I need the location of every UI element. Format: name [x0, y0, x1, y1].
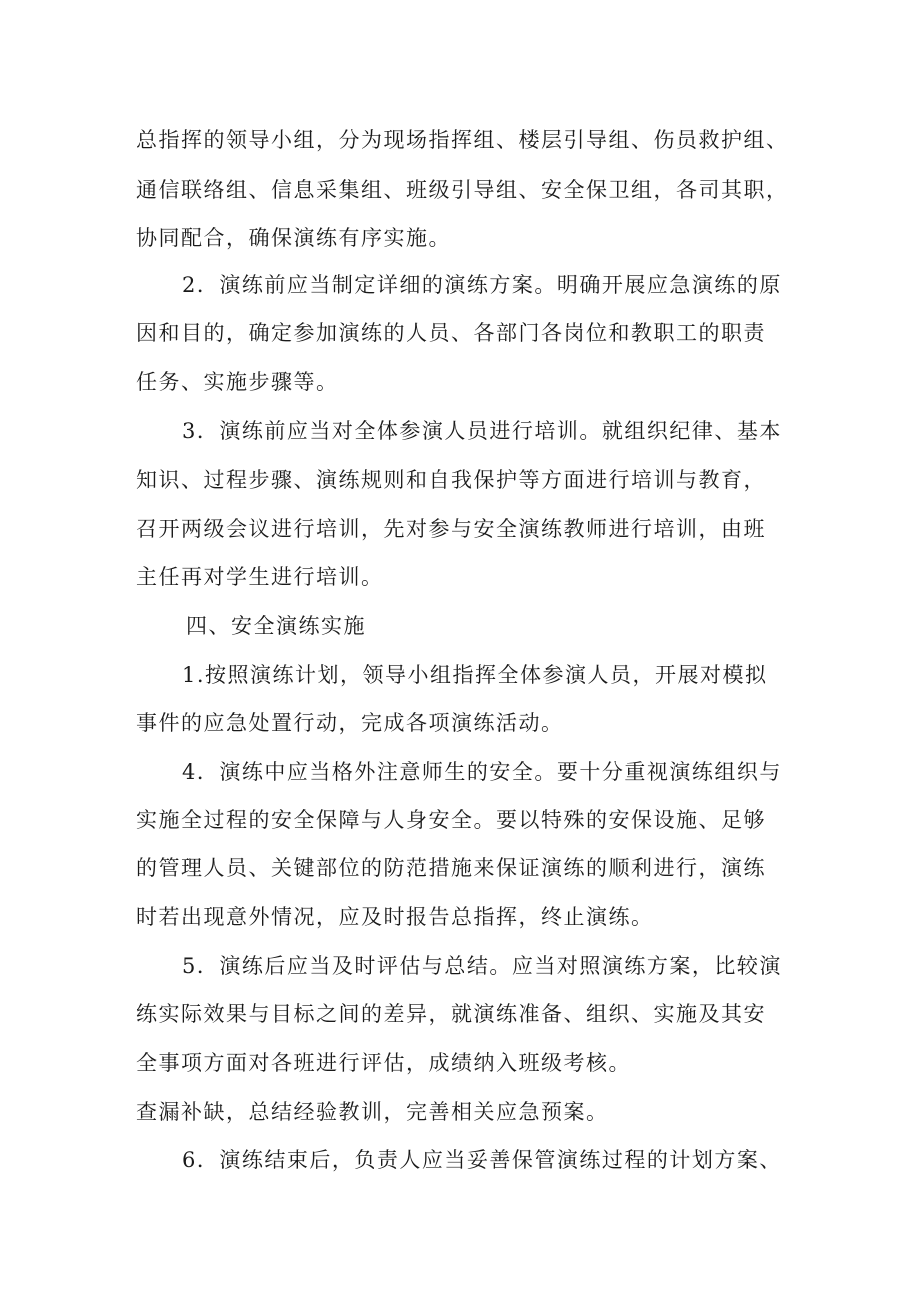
text-line: 主任再对学生进行培训。 — [136, 565, 384, 589]
text-line: 查漏补缺，总结经验教训，完善相关应急预案。 — [136, 1100, 609, 1124]
paragraph-item-4: 4．演练中应当格外注意师生的安全。要十分重视演练组织与 — [182, 760, 782, 784]
text-line: 任务、实施步骤等。 — [136, 370, 339, 394]
text-line: 召开两级会议进行培训，先对参与安全演练教师进行培训，由班 — [136, 517, 766, 541]
section-heading: 四、安全演练实施 — [186, 614, 366, 638]
text-line: 练实际效果与目标之间的差异，就演练准备、组织、实施及其安 — [136, 1002, 766, 1026]
text-line: 通信联络组、信息采集组、班级引导组、安全保卫组，各司其职， — [136, 178, 789, 202]
paragraph-item-6: 6．演练结束后，负责人应当妥善保管演练过程的计划方案、 — [182, 1148, 782, 1172]
paragraph-item-3: 3．演练前应当对全体参演人员进行培训。就组织纪律、基本 — [182, 419, 782, 443]
text-line: 协同配合，确保演练有序实施。 — [136, 226, 451, 250]
paragraph-item-1: 1.按照演练计划，领导小组指挥全体参演人员，开展对模拟 — [182, 663, 768, 687]
text-line: 实施全过程的安全保障与人身安全。要以特殊的安保设施、足够 — [136, 808, 766, 832]
paragraph-item-5: 5．演练后应当及时评估与总结。应当对照演练方案，比较演 — [182, 954, 782, 978]
text-line: 因和目的，确定参加演练的人员、各部门各岗位和教职工的职责 — [136, 321, 766, 345]
text-line: 的管理人员、关键部位的防范措施来保证演练的顺利进行，演练 — [136, 856, 766, 880]
text-line: 知识、过程步骤、演练规则和自我保护等方面进行培训与教育， — [136, 468, 766, 492]
text-line: 事件的应急处置行动，完成各项演练活动。 — [136, 711, 564, 735]
text-line: 全事项方面对各班进行评估，成绩纳入班级考核。 — [136, 1051, 631, 1075]
text-line: 总指挥的领导小组，分为现场指挥组、楼层引导组、伤员救护组、 — [136, 128, 789, 152]
text-line: 时若出现意外情况，应及时报告总指挥，终止演练。 — [136, 905, 654, 929]
paragraph-item-2: 2．演练前应当制定详细的演练方案。明确开展应急演练的原 — [182, 273, 782, 297]
